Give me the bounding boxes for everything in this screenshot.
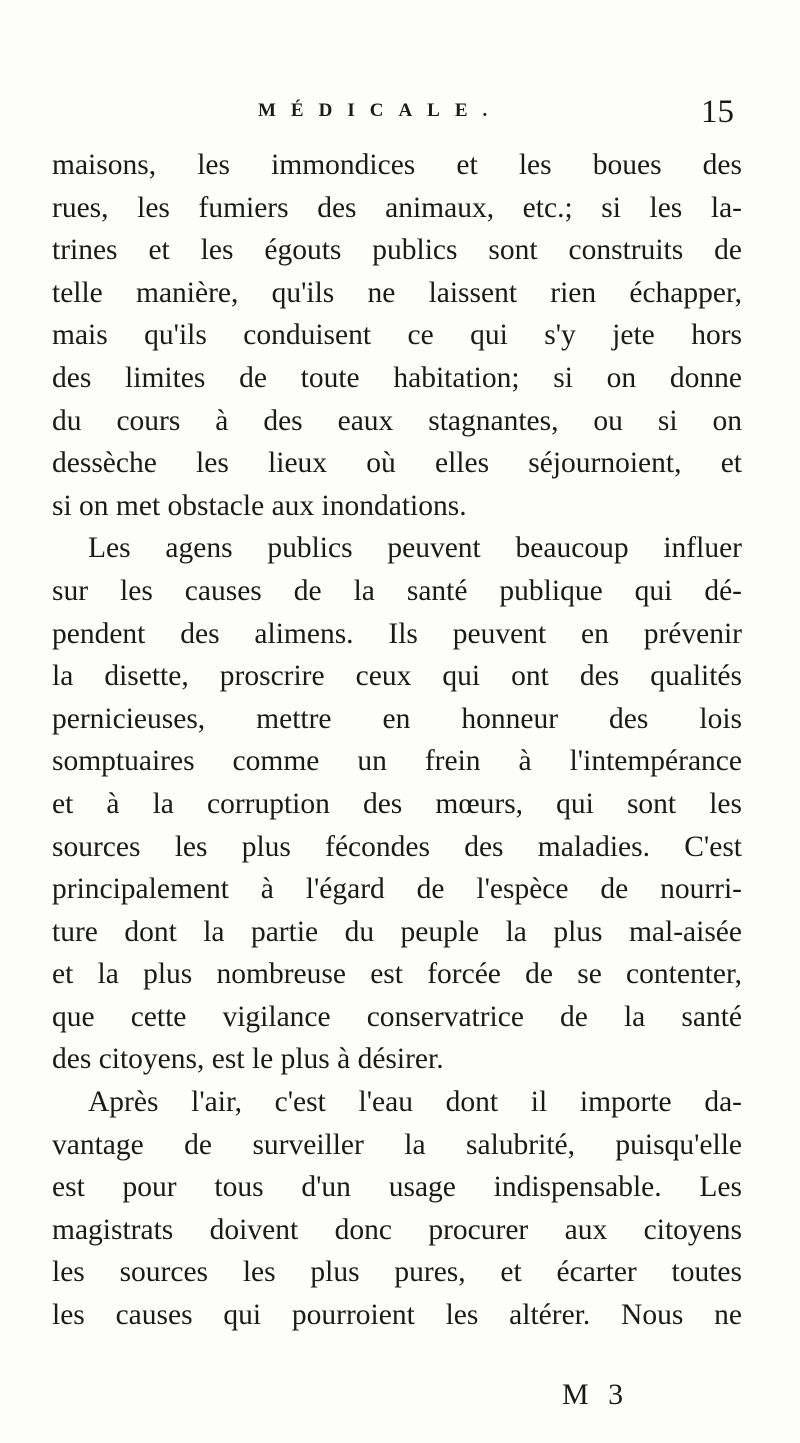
text-line: et à la corruption des mœurs, qui sont les bbox=[52, 787, 742, 820]
body-text bbox=[52, 144, 742, 1337]
text-line: les sources les plus pures, et écarter toutes bbox=[52, 1256, 742, 1289]
running-head: MÉDICALE. bbox=[258, 100, 503, 121]
text-line: des limites de toute habitation; si on donne bbox=[52, 361, 742, 394]
text-line: et la plus nombreuse est forcée de se contenter, bbox=[52, 958, 742, 991]
text-line: rues, les fumiers des animaux, etc.; si les la- bbox=[52, 191, 742, 224]
text-line: pendent des alimens. Ils peuvent en prévenir bbox=[52, 617, 742, 650]
text-line: du cours à des eaux stagnantes, ou si on bbox=[52, 404, 742, 437]
signature-mark: M 3 bbox=[562, 1378, 630, 1411]
page-header bbox=[0, 94, 800, 134]
text-line: ture dont la partie du peuple la plus mal-aisée bbox=[52, 915, 742, 948]
text-line: maisons, les immondices et les boues des bbox=[52, 149, 742, 181]
text-line: vantage de surveiller la salubrité, puisqu'elle bbox=[52, 1128, 742, 1161]
text-line: sources les plus fécondes des maladies. C'est bbox=[52, 830, 742, 863]
text-line: si on met obstacle aux inondations. bbox=[52, 489, 467, 522]
text-line: Les agens publics peuvent beaucoup influer bbox=[88, 532, 742, 565]
text-line: que cette vigilance conservatrice de la santé bbox=[52, 1000, 742, 1033]
text-line: mais qu'ils conduisent ce qui s'y jete hors bbox=[52, 319, 742, 352]
text-line: la disette, proscrire ceux qui ont des qualités bbox=[52, 660, 742, 693]
text-line: trines et les égouts publics sont construits de bbox=[52, 234, 742, 267]
text-line: est pour tous d'un usage indispensable. Les bbox=[52, 1171, 742, 1204]
text-line: principalement à l'égard de l'espèce de nourri- bbox=[52, 873, 742, 906]
text-line: dessèche les lieux où elles séjournoient, et bbox=[52, 447, 742, 480]
text-line: magistrats doivent donc procurer aux citoyens bbox=[52, 1213, 742, 1246]
text-line: les causes qui pourroient les altérer. Nous ne bbox=[52, 1299, 742, 1332]
text-line: somptuaires comme un frein à l'intempérance bbox=[52, 745, 742, 778]
text-line: pernicieuses, mettre en honneur des lois bbox=[52, 702, 742, 735]
text-line: sur les causes de la santé publique qui dé- bbox=[52, 574, 742, 607]
text-line: des citoyens, est le plus à désirer. bbox=[52, 1043, 444, 1076]
text-line: telle manière, qu'ils ne laissent rien échapper, bbox=[52, 276, 742, 309]
text-line: Après l'air, c'est l'eau dont il importe da- bbox=[88, 1086, 742, 1119]
page-number: 15 bbox=[701, 94, 734, 130]
